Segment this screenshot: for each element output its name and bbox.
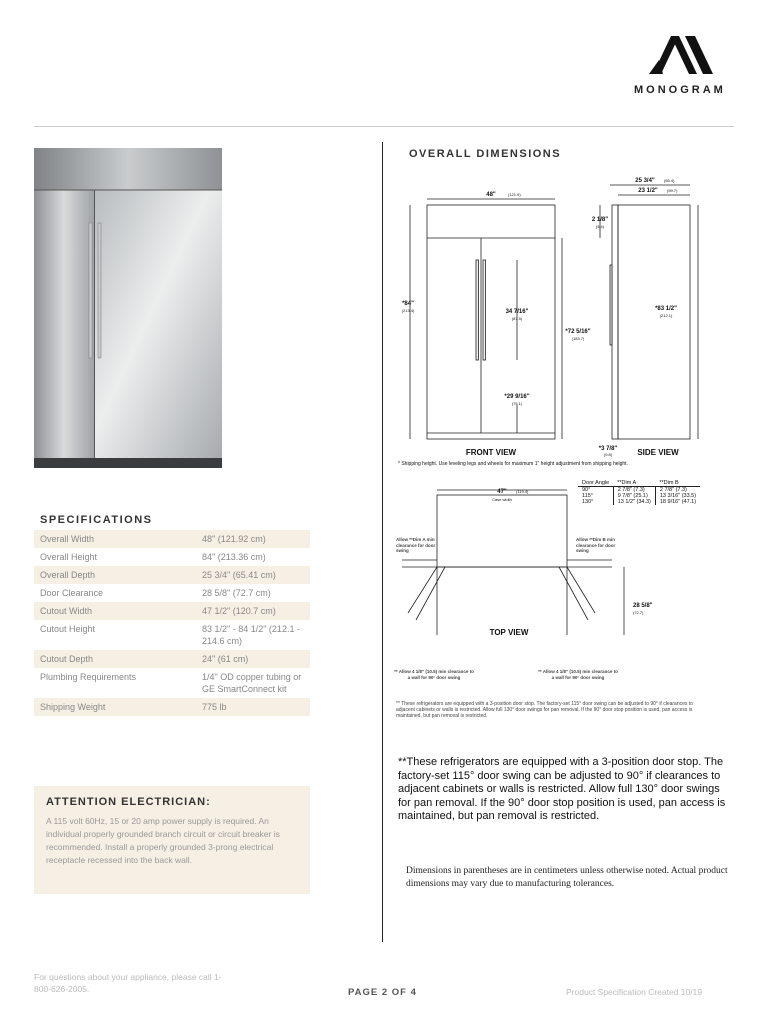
angle-table-header: **Dim B	[655, 480, 700, 487]
spec-value: 25 3/4" (65.41 cm)	[196, 566, 310, 584]
angle-table-cell: 130°	[582, 499, 594, 505]
angle-table-cell: 13 3/16" (33.5)	[655, 493, 700, 499]
side-view-label: SIDE VIEW	[637, 448, 679, 457]
top-depth: 28 5/8"	[633, 603, 653, 609]
spec-row	[34, 602, 310, 620]
top-clear-left: Allow **Dim A min clearance for door swing	[396, 537, 436, 553]
front-door-height: *72 5/16"	[565, 329, 591, 335]
dimensions-title: OVERALL DIMENSIONS	[409, 148, 562, 160]
front-handle-cm: (87.5)	[511, 316, 523, 321]
side-height: *83 1/2"	[655, 306, 677, 312]
front-height-cm: (213.4)	[401, 308, 415, 313]
spec-label: Overall Height	[40, 552, 98, 562]
angle-table-cell: 115°	[582, 493, 593, 499]
spec-row	[34, 698, 310, 716]
side-case-cm: (59.7)	[667, 188, 678, 193]
spec-label: Cutout Width	[34, 602, 196, 620]
footer-contact: For questions about your appliance, please call 1-800-626-2005.	[34, 972, 222, 994]
side-top-cm: (5.4)	[595, 224, 605, 229]
spec-value: 83 1/2" - 84 1/2" (212.1 - 214.6 cm)	[202, 624, 300, 646]
spec-value: 1/4" OD copper tubing or GE SmartConnect kit	[202, 672, 302, 694]
spec-row	[34, 566, 310, 584]
side-case: 23 1/2"	[638, 188, 658, 194]
top-allow-left: ** Allow 4 1/8" (10.5) min clearance to a wall for 90° door swing	[394, 669, 474, 680]
angle-table-row	[578, 499, 700, 505]
side-toe: *3 7/8"	[598, 446, 618, 452]
top-case-width: Case width	[492, 497, 512, 502]
top-width: 47"	[497, 489, 507, 495]
top-width-cm: (119.4)	[516, 489, 529, 494]
angle-table-cell: 2 7/8" (7.3)	[655, 487, 700, 494]
front-height: *84"	[402, 301, 414, 307]
spec-row	[34, 584, 310, 602]
front-width: 48"	[486, 192, 496, 198]
door-stop-note: **These refrigerators are equipped with a 3-position door stop. The factory-set 115° door swing can be adjusted to 90° if clearances to adjacent cabinets or walls is restricted. Allow full 130° door swings for pan removal. If the 90° door stop position is used, pan access is maintained, but pan removal is restricted.	[398, 756, 726, 822]
page-number: PAGE 2 OF 4	[348, 987, 417, 998]
diagram-note: ** These refrigerators are equipped with a 3-position door stop. The factory-set 115° door swing can be adjusted to 90° if clearances to adjacent cabinets or walls is restricted. Allow full 130° door swings for pan removal. If the 90° door stop position is used, pan access is maintained, but pan removal is restricted.	[396, 701, 693, 719]
spec-value: 84" (213.36 cm)	[202, 552, 266, 562]
front-low-cm: (75.1)	[511, 401, 523, 406]
spec-value: 775 lb	[196, 698, 310, 716]
side-depth: 25 3/4"	[635, 178, 655, 184]
electrician-text: A 115 volt 60Hz, 15 or 20 amp power supply is required. An individual properly grounded branch circuit or circuit breaker is recommended. Install a properly grounded 3-prong electrical receptacle recessed into the back wall.	[46, 816, 280, 865]
electrician-title: ATTENTION ELECTRICIAN:	[46, 796, 211, 808]
monogram-logo-icon	[645, 30, 725, 80]
angle-table-header: Door Angle	[578, 480, 613, 487]
side-top: 2 1/8"	[591, 217, 609, 223]
brand-name: MONOGRAM	[634, 84, 726, 96]
angle-table-cell: 9 7/8" (25.1)	[613, 493, 655, 499]
tolerance-note: Dimensions in parentheses are in centimeters unless otherwise noted. Actual product dimensions may vary due to manufacturing tolerances.	[406, 866, 728, 889]
spec-label: Cutout Depth	[34, 650, 196, 668]
front-view-label: FRONT VIEW	[465, 448, 517, 457]
dimension-diagram	[390, 165, 740, 755]
top-clear-right: Allow **Dim B min clearance for door swing	[576, 537, 616, 553]
side-toe-cm: (9.8)	[603, 452, 613, 457]
spec-row	[34, 668, 310, 698]
angle-table-header: **Dim A	[613, 480, 655, 487]
spec-label: Cutout Height	[40, 624, 96, 634]
spec-value: 24" (61 cm)	[196, 650, 310, 668]
door-angle-table	[578, 480, 700, 505]
spec-row	[34, 650, 310, 668]
spec-label: Door Clearance	[40, 588, 104, 598]
side-height-cm: (212.1)	[659, 313, 673, 318]
spec-row	[34, 530, 310, 548]
side-depth-cm: (65.4)	[664, 178, 675, 183]
shipping-note-line: * Shipping height. Use leveling legs and wheels for maximum 1" height adjustment from shipping height.	[398, 461, 628, 467]
spec-value: 47 1/2" (120.7 cm)	[196, 602, 310, 620]
spec-row	[34, 548, 310, 566]
specifications-table	[34, 530, 310, 716]
top-depth-cm: (72.7)	[633, 610, 644, 615]
spec-row	[34, 620, 310, 650]
angle-table-cell: 90°	[582, 487, 591, 493]
spec-label: Plumbing Requirements	[40, 672, 137, 682]
specifications-title: SPECIFICATIONS	[40, 514, 153, 526]
front-low: *29 9/16"	[504, 394, 530, 400]
footer-created: Product Specification Created 10/19	[566, 987, 703, 997]
spec-label: Shipping Weight	[34, 698, 196, 716]
angle-table-cell: 2 7/8" (7.3)	[613, 487, 655, 494]
spec-label: Overall Width	[34, 530, 196, 548]
front-handle: 34 7/16"	[505, 309, 529, 315]
front-door-height-cm: (183.7)	[571, 336, 585, 341]
top-view-label: TOP VIEW	[489, 628, 529, 637]
spec-value: 48" (121.92 cm)	[196, 530, 310, 548]
top-allow-right: ** Allow 4 1/8" (10.5) min clearance to a wall for 90° door swing	[538, 669, 618, 680]
spec-label: Overall Depth	[34, 566, 196, 584]
spec-value: 28 5/8" (72.7 cm)	[202, 588, 271, 598]
front-width-cm: (121.9)	[508, 192, 521, 197]
angle-table-cell: 18 9/16" (47.1)	[655, 499, 700, 505]
refrigerator-photo	[34, 148, 222, 468]
angle-table-cell: 13 1/2" (34.3)	[613, 499, 655, 505]
column-divider	[382, 142, 383, 942]
header-divider	[34, 126, 734, 127]
